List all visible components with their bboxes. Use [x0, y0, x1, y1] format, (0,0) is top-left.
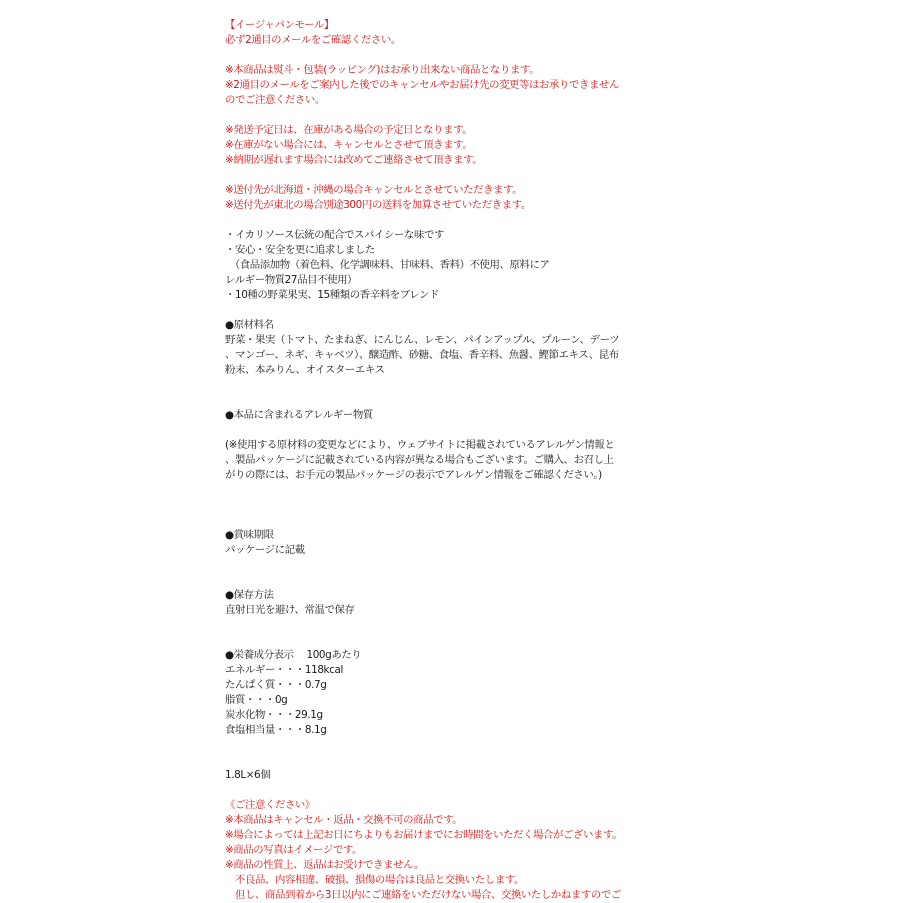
ingredients-line: 野菜・果実（トマト、たまねぎ、にんじん、レモン、パインアップル、プルーン、デーツ: [225, 334, 620, 346]
nutrition-line: たんぱく質・・・0.7g: [225, 679, 327, 691]
caution-line: ※商品の性質上、返品はお受けできません。: [225, 859, 424, 871]
notice-line: ※本商品は熨斗・包装(ラッピング)はお承り出来ない商品となります。: [225, 64, 540, 76]
nutrition-heading: ●栄養成分表示 100gあたり: [225, 649, 362, 661]
feature-line: ・10種の野菜果実、15種類の香辛料をブレンド: [225, 289, 439, 301]
nutrition-line: エネルギー・・・118kcal: [225, 664, 343, 676]
shipping-notice-line: ※送付先が東北の場合別途300円の送料を加算させていただきます。: [225, 199, 531, 211]
caution-line: ※本商品はキャンセル・返品・交換不可の商品です。: [225, 814, 463, 826]
caution-line: ※場合によっては上記お日にちよりもお届けまでにお時間をいただく場合がございます。: [225, 829, 623, 841]
notice-line: ※2通目のメールをご案内した後でのキャンセルやお届け先の変更等はお承りできません: [225, 79, 619, 91]
feature-line: レルギー物質27品目不使用）: [225, 274, 358, 286]
quantity: 1.8L×6個: [225, 769, 271, 781]
allergy-heading: ●本品に含まれるアレルギー物質: [225, 409, 373, 421]
allergy-line: がりの際には、お手元の製品パッケージの表示でアレルゲン情報をご確認ください。): [225, 469, 602, 481]
allergy-line: 、製品パッケージに記載されている内容が異なる場合もございます。ご購入、お召し上: [225, 454, 614, 466]
confirm-email-note: 必ず2通目のメールをご確認ください。: [225, 34, 401, 46]
allergy-line: (※使用する原材料の変更などにより、ウェブサイトに掲載されているアレルゲン情報と: [225, 439, 615, 451]
caution-line: 但し、商品到着から3日以内にご連絡をいただけない場合、交換いたしかねますのでご: [225, 889, 621, 901]
notice-line: ※納期が遅れます場合には改めてご連絡させて頂きます。: [225, 154, 483, 166]
feature-line: （食品添加物（着色料、化学調味料、甘味料、香料）不使用、原料にア: [225, 259, 550, 271]
caution-line: 不良品、内容相違、破損、損傷の場合は良品と交換いたします。: [225, 874, 524, 886]
ingredients-line: 粉末、本みりん、オイスターエキス: [225, 364, 385, 376]
nutrition-line: 炭水化物・・・29.1g: [225, 709, 323, 721]
notice-line: ※在庫がない場合には、キャンセルとさせて頂きます。: [225, 139, 473, 151]
storage-value: 直射日光を避け、常温で保存: [225, 604, 355, 616]
feature-line: ・イカリソース伝統の配合でスパイシーな味です: [225, 229, 444, 241]
notice-line: のでご注意ください。: [225, 94, 325, 106]
product-description: [225, 18, 885, 903]
expiry-heading: ●賞味期限: [225, 529, 274, 541]
expiry-value: パッケージに記載: [225, 544, 305, 556]
ingredients-heading: ●原材料名: [225, 319, 274, 331]
nutrition-line: 脂質・・・0g: [225, 694, 288, 706]
storage-heading: ●保存方法: [225, 589, 274, 601]
caution-line: ※商品の写真はイメージです。: [225, 844, 363, 856]
nutrition-line: 食塩相当量・・・8.1g: [225, 724, 327, 736]
ingredients-line: 、マンゴー、ネギ、キャベツ）、醸造酢、砂糖、食塩、香辛料、魚醤、鰹節エキス、昆布: [225, 349, 619, 361]
caution-heading: 《ご注意ください》: [225, 799, 315, 811]
store-name: 【イージャパンモール】: [225, 19, 334, 31]
notice-line: ※発送予定日は、在庫がある場合の予定日となります。: [225, 124, 473, 136]
shipping-notice-line: ※送付先が北海道・沖縄の場合キャンセルとさせていただきます。: [225, 184, 523, 196]
feature-line: ・安心・安全を更に追求しました: [225, 244, 375, 256]
